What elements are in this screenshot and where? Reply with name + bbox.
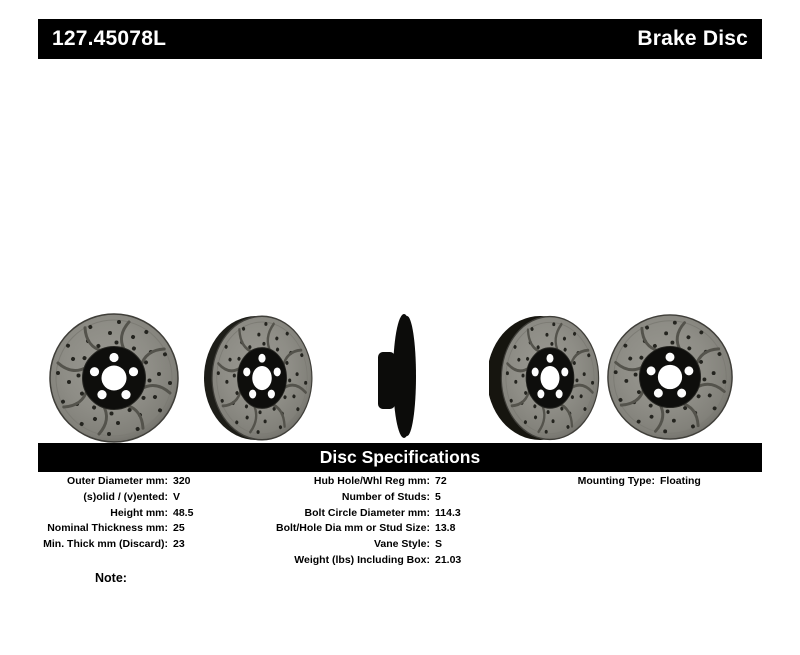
spec-value: 320 — [173, 475, 191, 487]
spec-value: 114.3 — [435, 506, 461, 519]
spec-label: Number of Studs: — [341, 490, 430, 503]
spec-value: 25 — [173, 522, 185, 535]
brake-disc-image-front-1 — [48, 312, 180, 444]
spec-label: Bolt/Hole Dia mm or Stud Size: — [275, 522, 430, 535]
brake-disc-image-three-quarter-1 — [203, 314, 315, 442]
spec-label: Vane Style: — [373, 538, 430, 551]
header-bar — [38, 19, 762, 59]
spec-row-min-thickness — [38, 537, 193, 553]
spec-value: 72 — [435, 475, 447, 487]
brake-disc-image-side-profile — [377, 313, 423, 441]
spec-row-bolt-circle-diameter — [260, 506, 461, 522]
spec-label: Weight (lbs) Including Box: — [294, 553, 430, 566]
spec-row-solid-vented — [38, 490, 193, 506]
spec-value: 5 — [435, 490, 441, 503]
spec-value: 48.5 — [173, 506, 194, 519]
section-title: Disc Specifications — [319, 447, 481, 467]
brake-disc-image-three-quarter-2 — [489, 314, 601, 442]
disc-specifications-bar — [38, 443, 762, 472]
part-number: 127.45078L — [52, 27, 167, 50]
spec-row-hub-hole — [260, 474, 461, 490]
spec-row-number-of-studs — [260, 490, 461, 506]
spec-label: Mounting Type: — [577, 475, 655, 487]
spec-row-bolt-hole-dia — [260, 521, 461, 537]
spec-row-mounting-type — [540, 474, 701, 490]
spec-value: V — [173, 490, 181, 503]
spec-column-right — [540, 474, 701, 490]
spec-column-middle — [260, 474, 461, 569]
spec-label: (s)olid / (v)ented: — [83, 490, 168, 503]
spec-label: Min. Thick mm (Discard): — [43, 538, 168, 551]
spec-row-nominal-thickness — [38, 521, 193, 537]
spec-row-vane-style — [260, 537, 461, 553]
spec-row-outer-diameter — [38, 474, 193, 490]
spec-label: Height mm: — [110, 506, 168, 519]
spec-label: Hub Hole/Whl Reg mm: — [313, 475, 430, 487]
spec-label: Outer Diameter mm: — [67, 475, 168, 487]
spec-row-height — [38, 506, 193, 522]
note-label: Note: — [95, 571, 127, 585]
brake-disc-image-front-2 — [607, 314, 733, 440]
spec-value: 21.03 — [435, 553, 462, 566]
spec-label: Nominal Thickness mm: — [47, 522, 168, 535]
spec-label: Bolt Circle Diameter mm: — [304, 506, 430, 519]
spec-value: Floating — [660, 475, 701, 487]
product-type-title: Brake Disc — [637, 27, 748, 50]
spec-value: S — [435, 538, 443, 551]
spec-row-weight — [260, 553, 461, 569]
spec-value: 13.8 — [435, 522, 456, 535]
spec-value: 23 — [173, 538, 185, 551]
spec-column-left — [38, 474, 193, 553]
